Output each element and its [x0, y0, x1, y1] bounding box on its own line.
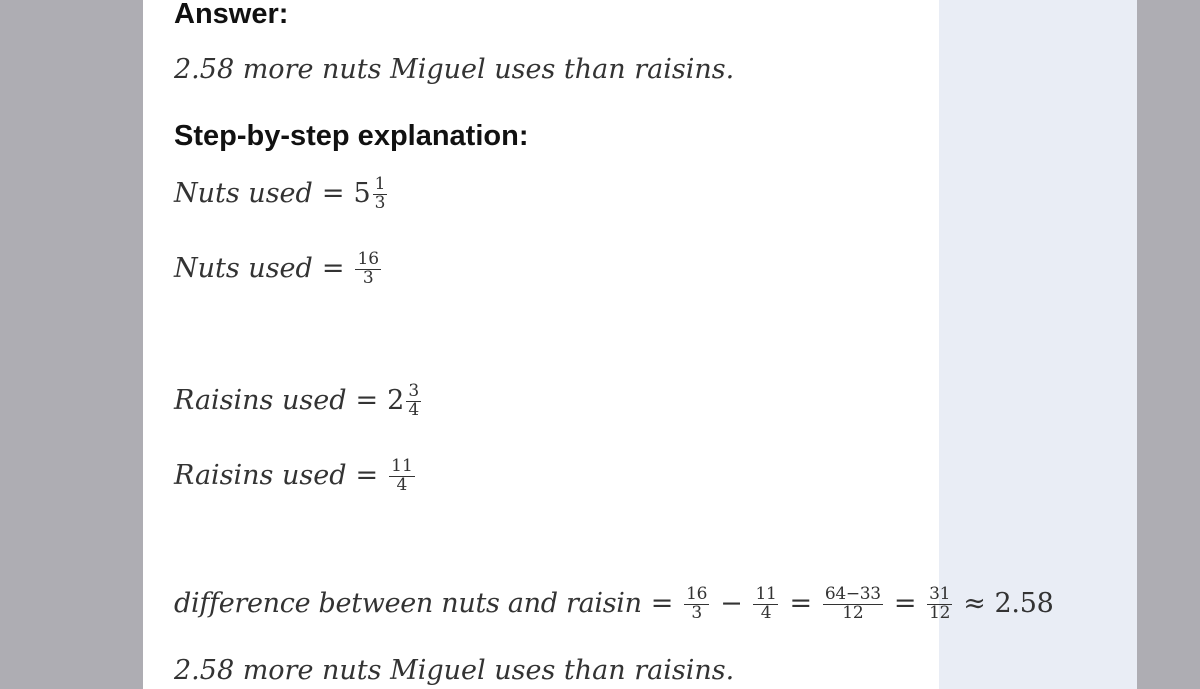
numerator: 31 [929, 584, 951, 604]
raisins-label: Raisins used [174, 459, 347, 491]
answer-text: 2.58 more nuts Miguel uses than raisins. [174, 54, 735, 85]
approx-sign: ≈ [963, 587, 986, 619]
numerator: 3 [408, 381, 420, 401]
raisins-improper-fraction [389, 458, 415, 495]
conclusion-text: 2.58 more nuts Miguel uses than raisins. [174, 655, 735, 686]
denominator: 4 [408, 399, 420, 420]
difference-fraction-2 [753, 586, 778, 623]
nuts-label: Nuts used [174, 252, 313, 284]
raisins-mixed-fraction [406, 383, 421, 420]
numerator: 16 [686, 584, 708, 604]
difference-fraction-1 [684, 586, 709, 623]
denominator: 3 [362, 267, 374, 288]
denominator: 4 [396, 474, 408, 495]
equals-sign: = [650, 587, 674, 619]
denominator: 3 [374, 192, 386, 213]
raisins-improper-line [174, 458, 417, 495]
equals-sign: = [893, 587, 917, 619]
minus-sign: − [720, 587, 743, 619]
difference-fraction-3 [823, 586, 883, 623]
numerator: 64−33 [824, 584, 881, 604]
answer-content [174, 0, 1174, 689]
denominator: 12 [842, 602, 864, 623]
raisins-label: Raisins used [174, 384, 347, 416]
numerator: 1 [374, 174, 386, 194]
difference-approx-value: 2.58 [994, 587, 1054, 619]
nuts-mixed-line [174, 176, 389, 213]
nuts-mixed-fraction [373, 176, 388, 213]
denominator: 4 [760, 602, 772, 623]
equals-sign: = [321, 252, 345, 284]
difference-fraction-4 [927, 586, 952, 623]
nuts-whole: 5 [353, 177, 371, 209]
nuts-improper-line [174, 251, 383, 288]
difference-line [174, 586, 1053, 623]
explanation-heading: Step-by-step explanation: [174, 120, 529, 152]
raisins-mixed-line [174, 383, 423, 420]
difference-label: difference between nuts and raisin [174, 587, 642, 619]
denominator: 12 [929, 602, 951, 623]
numerator: 11 [755, 584, 777, 604]
nuts-label: Nuts used [174, 177, 313, 209]
equals-sign: = [321, 177, 345, 209]
numerator: 16 [357, 249, 380, 269]
denominator: 3 [691, 602, 702, 623]
equals-sign: = [355, 459, 379, 491]
numerator: 11 [391, 456, 413, 476]
answer-heading: Answer: [174, 0, 289, 30]
equals-sign: = [355, 384, 379, 416]
raisins-whole: 2 [387, 384, 405, 416]
equals-sign: = [789, 587, 812, 619]
nuts-improper-fraction [355, 251, 381, 288]
